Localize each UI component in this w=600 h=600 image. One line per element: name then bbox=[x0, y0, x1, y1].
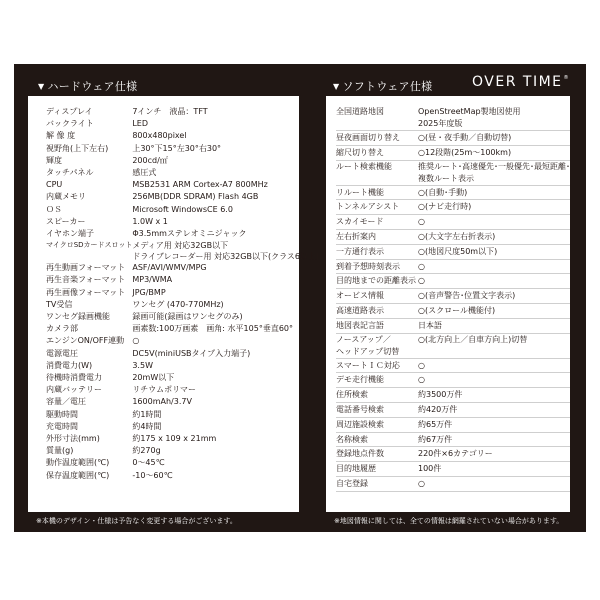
spec-value: ○(昼・夜手動／自動切替) bbox=[418, 133, 512, 142]
spec-row bbox=[46, 228, 319, 240]
spec-value: ○12段階(25m〜100km) bbox=[418, 147, 512, 157]
spec-value: 1600mAh/3.7V bbox=[132, 397, 192, 407]
spec-value-line2: ドライブレコーダー用 対応32GB以下(クラス6以上) bbox=[132, 252, 320, 262]
spec-label: マイクロSDカードスロット bbox=[46, 241, 133, 250]
spec-label: 到着予想時刻表示 bbox=[336, 261, 400, 271]
spec-label: 登録地点件数 bbox=[336, 449, 384, 459]
spec-value: 約1時間 bbox=[132, 409, 162, 419]
spec-label: カメラ部 bbox=[46, 324, 78, 334]
spec-row bbox=[336, 145, 570, 160]
spec-label: 電話番号検索 bbox=[336, 404, 384, 414]
spec-value: 約420万件 bbox=[418, 404, 458, 414]
spec-value: ○(地図尺度50m以下) bbox=[418, 246, 498, 256]
spec-value: 録画可能(録画はワンセグのみ) bbox=[132, 312, 243, 322]
spec-row bbox=[46, 311, 319, 323]
spec-value: 0〜45℃ bbox=[132, 458, 165, 468]
spec-value: ○ bbox=[418, 261, 425, 271]
spec-label: スピーカー bbox=[46, 216, 86, 226]
spec-row bbox=[46, 360, 319, 372]
spec-value: 3.5W bbox=[132, 360, 153, 370]
spec-row bbox=[46, 262, 319, 274]
spec-label: ノースアップ／ bbox=[336, 334, 391, 344]
spec-value: ワンセグ (470-770MHz) bbox=[132, 299, 224, 309]
spec-row bbox=[336, 131, 570, 146]
spec-label: イヤホン端子 bbox=[46, 229, 94, 239]
spec-row bbox=[336, 373, 570, 388]
spec-row bbox=[46, 409, 319, 421]
spec-row bbox=[46, 179, 319, 191]
spec-label: 保存温度範囲(℃) bbox=[46, 470, 110, 480]
spec-row bbox=[336, 229, 570, 244]
spec-value: Φ3.5mmステレオミニジャック bbox=[132, 229, 247, 239]
spec-value: LED bbox=[132, 119, 149, 129]
spec-value-line2: 複数ルート表示 bbox=[418, 173, 474, 183]
spec-label: ワンセグ録画機能 bbox=[46, 312, 110, 322]
spec-label: 電源電圧 bbox=[46, 348, 78, 358]
spec-value: MP3/WMA bbox=[132, 275, 173, 285]
spec-label: ＯＳ bbox=[46, 204, 62, 214]
spec-label: 再生音楽フォーマット bbox=[46, 275, 126, 285]
spec-label: バックライト bbox=[46, 119, 94, 129]
spec-row bbox=[336, 215, 570, 230]
spec-value: ○(音声警告･位置文字表示) bbox=[418, 291, 516, 301]
spec-row bbox=[46, 457, 319, 469]
spec-label: 全国道路地図 bbox=[336, 107, 384, 116]
spec-value: 20mW以下 bbox=[132, 373, 175, 383]
spec-label: 輝度 bbox=[46, 155, 62, 165]
spec-row bbox=[46, 433, 319, 445]
triangle-bullet-icon: ▼ bbox=[38, 82, 45, 91]
spec-label: 住所検索 bbox=[336, 390, 368, 400]
spec-label: 縮尺切り替え bbox=[336, 147, 384, 157]
software-spec-panel bbox=[326, 96, 570, 512]
spec-value: ○(スクロール機能付) bbox=[418, 305, 496, 315]
spec-label: 再生動画フォーマット bbox=[46, 263, 126, 273]
spec-value: 約3500万件 bbox=[418, 390, 463, 400]
spec-row bbox=[336, 244, 570, 259]
spec-value: 256MB(DDR SDRAM) Flash 4GB bbox=[132, 192, 259, 202]
spec-value: 約175 x 109 x 21mm bbox=[132, 434, 217, 444]
spec-value: JPG/BMP bbox=[132, 287, 166, 297]
spec-label: 視野角(上下左右) bbox=[46, 143, 109, 153]
spec-label: ディスプレイ bbox=[46, 107, 93, 116]
spec-value: ○ bbox=[418, 217, 425, 227]
spec-label: 高速道路表示 bbox=[336, 305, 384, 315]
spec-label: 一方通行表示 bbox=[336, 246, 384, 256]
spec-row bbox=[46, 421, 319, 433]
spec-row bbox=[336, 106, 570, 131]
spec-value: 推奨ルート･高速優先･一般優先･最短距離･ bbox=[418, 161, 570, 171]
spec-row bbox=[336, 333, 570, 358]
spec-label: スマートＩＣ対応 bbox=[336, 360, 400, 370]
spec-row bbox=[336, 476, 570, 491]
spec-row bbox=[336, 402, 570, 417]
spec-value: 800x480pixel bbox=[132, 131, 187, 141]
spec-row bbox=[46, 445, 319, 457]
spec-row bbox=[46, 274, 319, 286]
spec-label: 駆動時間 bbox=[46, 409, 78, 419]
spec-row bbox=[46, 348, 319, 360]
spec-row bbox=[46, 299, 319, 311]
spec-value: 画素数:100万画素 画角: 水平105°垂直60° bbox=[132, 324, 293, 334]
spec-label: 自宅登録 bbox=[336, 478, 368, 488]
spec-value: MSB2531 ARM Cortex-A7 800MHz bbox=[132, 180, 268, 190]
spec-row bbox=[46, 240, 319, 262]
spec-row bbox=[46, 155, 319, 167]
hardware-section-title: ▼ ハードウェア仕様 bbox=[38, 80, 138, 93]
spec-value: メディア用 対応32GB以下 bbox=[132, 241, 229, 251]
spec-row bbox=[336, 358, 570, 373]
spec-value: ○ bbox=[418, 360, 425, 370]
spec-value: 約67万件 bbox=[418, 434, 453, 444]
brand-logo: OVER TIME® bbox=[472, 74, 570, 90]
spec-row bbox=[46, 118, 319, 130]
spec-label: 容量／電圧 bbox=[46, 397, 86, 407]
spec-value: 200cd/㎡ bbox=[132, 155, 168, 165]
spec-value: 約65万件 bbox=[418, 419, 453, 429]
spec-label: 再生画像フォーマット bbox=[46, 287, 126, 297]
spec-value: ○(大文字左右折表示) bbox=[418, 231, 496, 241]
spec-label: エンジンON/OFF連動 bbox=[46, 336, 125, 346]
spec-value: ○ bbox=[418, 478, 425, 488]
spec-value: OpenStreetMap製地図使用 bbox=[418, 107, 521, 116]
spec-row bbox=[46, 323, 319, 335]
spec-row bbox=[336, 185, 570, 200]
spec-label: 待機時消費電力 bbox=[46, 373, 102, 383]
spec-row bbox=[46, 143, 319, 155]
spec-value: 7インチ 液晶：TFT bbox=[132, 107, 208, 116]
spec-label: 質量(g) bbox=[46, 446, 74, 456]
spec-value: 感圧式 bbox=[132, 168, 157, 178]
spec-row bbox=[336, 274, 570, 289]
spec-label: オービス情報 bbox=[336, 291, 384, 301]
spec-value: 1.0W x 1 bbox=[132, 216, 168, 226]
spec-value: ○ bbox=[418, 276, 425, 286]
spec-value: 約4時間 bbox=[132, 421, 162, 431]
spec-label: 充電時間 bbox=[46, 421, 78, 431]
spec-label: ルート検索機能 bbox=[336, 161, 392, 171]
hardware-spec-table bbox=[46, 106, 319, 482]
spec-value: 日本語 bbox=[418, 320, 442, 330]
hardware-spec-panel bbox=[28, 96, 320, 512]
spec-value: 220件×6カテゴリー bbox=[418, 449, 493, 459]
spec-label: 左右折案内 bbox=[336, 231, 376, 241]
spec-label: 内蔵バッテリー bbox=[46, 385, 102, 395]
software-footnote: ※地図情報に関しては、全ての情報は網羅されていない場合があります。 bbox=[334, 517, 564, 525]
spec-label: 地図表記言語 bbox=[336, 320, 384, 330]
spec-row bbox=[46, 191, 319, 203]
spec-row bbox=[336, 200, 570, 215]
spec-value: Microsoft WindowsCE 6.0 bbox=[132, 204, 233, 214]
spec-row bbox=[336, 388, 570, 403]
spec-label: 目的地履歴 bbox=[336, 464, 376, 474]
spec-value: ○(北方向上／自車方向上)切替 bbox=[418, 334, 528, 344]
spec-row bbox=[46, 287, 319, 299]
spec-value: ○ bbox=[418, 375, 425, 385]
spec-value: 上30°下15°左30°右30° bbox=[132, 143, 222, 153]
spec-label: リルート機能 bbox=[336, 187, 384, 197]
spec-row bbox=[46, 396, 319, 408]
spec-row bbox=[46, 167, 319, 179]
spec-label: デモ走行機能 bbox=[336, 375, 384, 385]
spec-value: ASF/AVI/WMV/MPG bbox=[132, 263, 207, 273]
spec-row bbox=[46, 106, 319, 118]
spec-value: ○ bbox=[132, 336, 140, 346]
spec-value: 100件 bbox=[418, 464, 442, 474]
spec-label: TV受信 bbox=[46, 299, 73, 309]
software-section-title: ▼ ソフトウェア仕様 bbox=[333, 80, 433, 93]
spec-row bbox=[46, 204, 319, 216]
spec-value: 約270g bbox=[132, 446, 161, 456]
spec-label: 消費電力(W) bbox=[46, 360, 93, 370]
spec-value: リチウムポリマー bbox=[132, 385, 196, 395]
spec-row bbox=[336, 417, 570, 432]
spec-row bbox=[336, 462, 570, 477]
spec-row bbox=[336, 259, 570, 274]
spec-row bbox=[336, 318, 570, 333]
hardware-footnote: ※本機のデザイン・仕様は予告なく変更する場合がございます。 bbox=[36, 517, 237, 525]
spec-row bbox=[46, 130, 319, 142]
spec-label: スカイモード bbox=[336, 217, 384, 227]
spec-label: トンネルアシスト bbox=[336, 202, 400, 212]
spec-label: 周辺施設検索 bbox=[336, 419, 384, 429]
spec-row bbox=[336, 432, 570, 447]
spec-label: 内蔵メモリ bbox=[46, 192, 86, 202]
spec-row bbox=[46, 384, 319, 396]
spec-label: 動作温度範囲(℃) bbox=[46, 458, 110, 468]
spec-value: ○(ナビ走行時) bbox=[418, 202, 472, 212]
spec-row bbox=[336, 160, 570, 185]
spec-row bbox=[336, 303, 570, 318]
spec-row bbox=[46, 335, 319, 347]
spec-row bbox=[46, 372, 319, 384]
spec-row bbox=[46, 216, 319, 228]
spec-value: DC5V(miniUSBタイプ入力端子) bbox=[132, 348, 251, 358]
spec-row bbox=[336, 447, 570, 462]
spec-value: ○(自動･手動) bbox=[418, 187, 468, 197]
software-spec-table bbox=[336, 106, 570, 492]
spec-label: タッチパネル bbox=[46, 168, 94, 178]
spec-label: 外形寸法(mm) bbox=[46, 434, 100, 444]
spec-label: 名称検索 bbox=[336, 434, 368, 444]
spec-value: -10〜60℃ bbox=[132, 470, 173, 480]
spec-value-line2: 2025年度版 bbox=[418, 119, 463, 128]
spec-label-line2: ヘッドアップ切替 bbox=[336, 346, 400, 356]
spec-row bbox=[46, 470, 319, 482]
triangle-bullet-icon: ▼ bbox=[333, 82, 340, 91]
spec-row bbox=[336, 289, 570, 304]
spec-label: 解 像 度 bbox=[46, 131, 76, 141]
spec-label: CPU bbox=[46, 180, 63, 190]
spec-label: 昼夜画面切り替え bbox=[336, 133, 400, 142]
spec-label: 目的地までの距離表示 bbox=[336, 276, 416, 286]
